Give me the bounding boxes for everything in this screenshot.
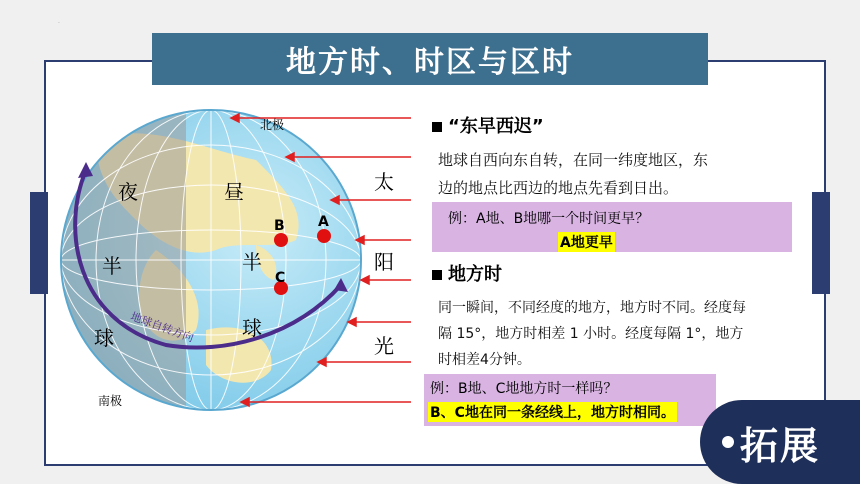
point-a bbox=[317, 229, 331, 243]
section1-heading bbox=[432, 112, 544, 138]
question1-text: 例：A地、B地哪一个时间更早？ bbox=[448, 211, 650, 227]
south-pole-label: 南极 bbox=[98, 394, 123, 408]
bullet-square-icon bbox=[432, 122, 442, 132]
globe-illustration bbox=[56, 100, 416, 430]
answer2-text: B、C地在同一条经线上，地方时相同。 bbox=[428, 402, 677, 422]
day-char-3: 球 bbox=[242, 316, 262, 340]
point-b bbox=[274, 233, 288, 247]
night-char-2: 半 bbox=[102, 254, 122, 278]
night-char-3: 球 bbox=[94, 326, 114, 350]
section2-heading-text: 地方时 bbox=[448, 264, 502, 285]
bullet-square-icon-2 bbox=[432, 270, 442, 280]
section1-line2: 边的地点比西边的地点先看到日出。 bbox=[438, 179, 679, 197]
night-char-1: 夜 bbox=[118, 180, 138, 204]
question2-text: 例：B地、C地地方时一样吗？ bbox=[430, 381, 618, 397]
north-pole-label: 北极 bbox=[260, 118, 285, 132]
section2-line2: 隔 15°，地方时相差 1 小时。经度每隔 1°，地方 bbox=[438, 326, 744, 342]
label-b: B bbox=[274, 218, 285, 234]
page-title: 地方时、时区与区时 bbox=[152, 33, 708, 85]
expand-badge[interactable] bbox=[700, 400, 860, 484]
sun-char-2: 阳 bbox=[374, 250, 394, 274]
sun-char-1: 太 bbox=[374, 170, 394, 194]
answer1-text: A地更早 bbox=[558, 232, 615, 252]
left-side-tab bbox=[30, 192, 48, 294]
day-char-2: 半 bbox=[242, 250, 262, 274]
section1-heading-text: “东早西迟” bbox=[448, 116, 544, 137]
dot-icon bbox=[722, 436, 734, 448]
section2-line3: 时相差4分钟。 bbox=[438, 352, 531, 368]
rotation-label: 地球自转方向 bbox=[128, 309, 196, 345]
label-a: A bbox=[318, 214, 329, 230]
right-side-tab bbox=[812, 192, 830, 294]
expand-badge-label: 拓展 bbox=[740, 422, 821, 468]
section1-line1: 地球自西向东自转，在同一纬度地区，东 bbox=[438, 151, 709, 169]
day-char-1: 昼 bbox=[224, 180, 244, 204]
tiny-mark: . bbox=[58, 18, 60, 25]
sun-char-3: 光 bbox=[374, 334, 394, 358]
section2-heading bbox=[432, 260, 502, 286]
section2-line1: 同一瞬间，不同经度的地方，地方时不同。经度每 bbox=[438, 300, 746, 316]
label-c: C bbox=[275, 270, 286, 286]
